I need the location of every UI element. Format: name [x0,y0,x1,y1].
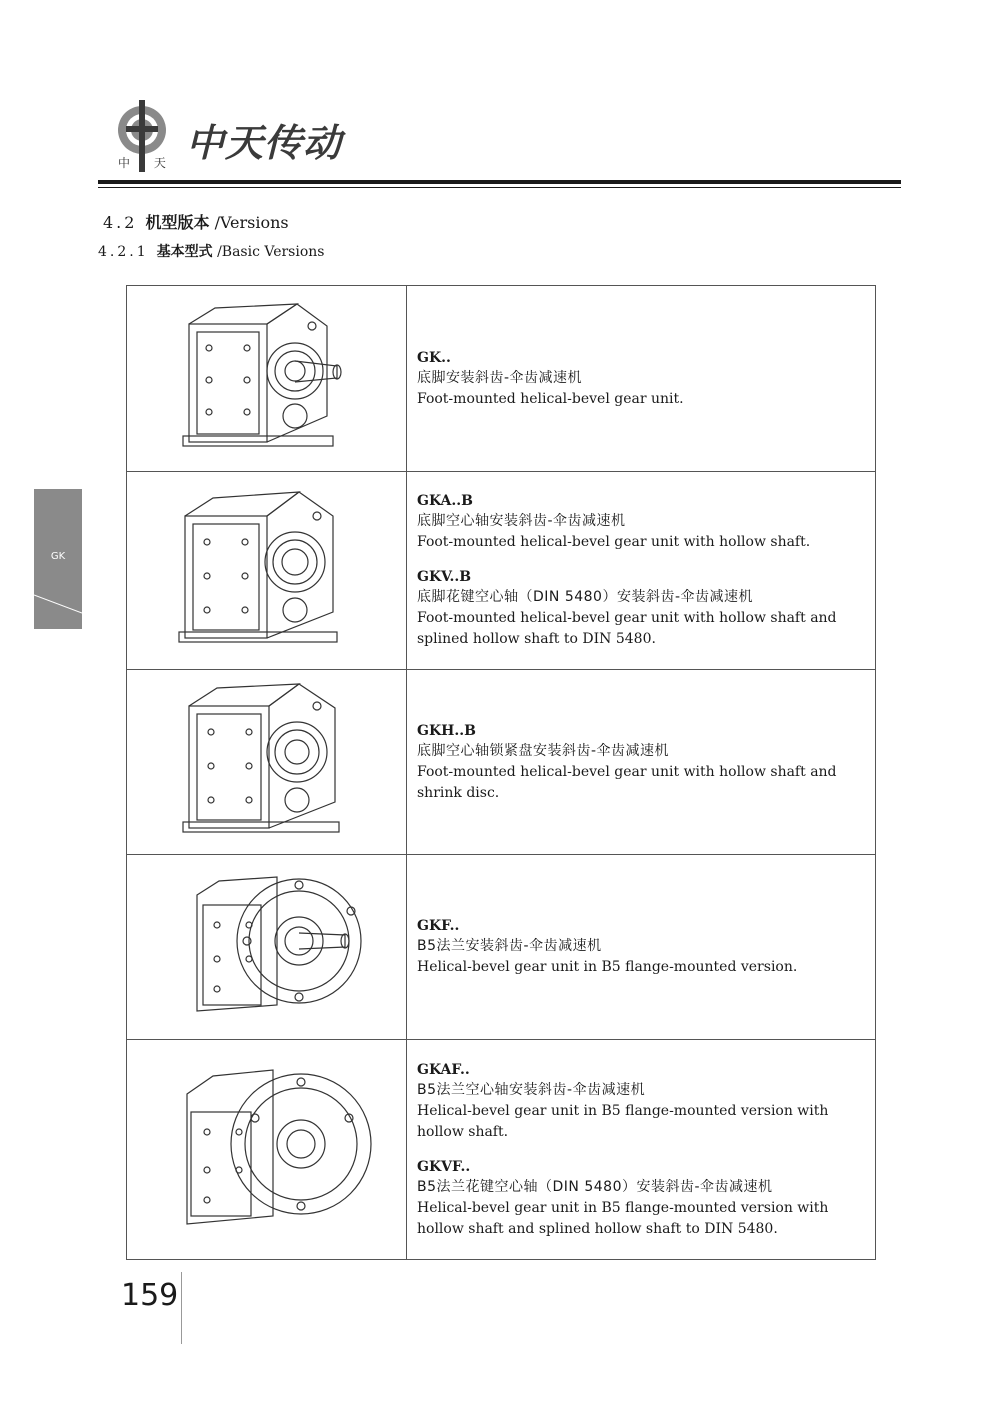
gear-unit-drawing-cell [127,286,407,471]
version-desc-en: Foot-mounted helical-bevel gear unit with hollow shaft. [417,534,811,550]
subsection-heading [98,241,324,261]
gear-unit-flange-icon [127,855,407,1040]
versions-table [126,285,876,1260]
section-heading [103,210,289,233]
table-row [127,669,875,854]
version-code: GKAF.. [417,1061,470,1078]
version-desc-en: Helical-bevel gear unit in B5 flange-mounted version with hollow shaft and splined hollow shaft to DIN 5480. [417,1199,829,1237]
version-desc-en: Helical-bevel gear unit in B5 flange-mounted version with hollow shaft. [417,1102,829,1140]
version-desc-cn: B5法兰空心轴安装斜齿-伞齿减速机 [417,1081,646,1098]
version-entry [417,1157,869,1240]
table-row [127,286,875,471]
page-number-rule [181,1272,182,1344]
gear-unit-drawing-cell [127,472,407,669]
version-description [417,670,869,854]
subsection-title-cn: 基本型式 [156,244,213,260]
gear-unit-shrink-disc-icon [127,670,407,855]
version-entry [417,491,869,553]
version-code: GKA..B [417,493,473,509]
table-row [127,471,875,669]
header-rule-thin [98,187,901,188]
version-desc-cn: 底脚空心轴锁紧盘安装斜齿-伞齿减速机 [417,742,670,759]
subsection-title-en: /Basic Versions [217,244,325,260]
version-code: GKH..B [417,722,476,739]
version-desc-cn: 底脚空心轴安装斜齿-伞齿减速机 [417,513,626,529]
version-entry [417,721,869,804]
gear-unit-drawing-cell [127,1040,407,1259]
gear-unit-drawing-cell [127,855,407,1039]
version-desc-cn: 底脚花键空心轴（DIN 5480）安装斜齿-伞齿减速机 [417,589,754,605]
side-tab [34,489,82,629]
version-code: GKVF.. [417,1158,471,1175]
table-row [127,1039,875,1259]
version-entry [417,348,869,410]
section-title-cn: 机型版本 [145,213,210,232]
section-title-en: /Versions [214,213,289,232]
header-rule-thick [98,180,901,184]
version-code: GK.. [417,349,451,366]
version-desc-cn: B5法兰安装斜齿-伞齿减速机 [417,938,602,954]
gear-unit-foot-icon [127,286,407,471]
version-desc-cn: 底脚安装斜齿-伞齿减速机 [417,369,583,386]
version-desc-cn: B5法兰花键空心轴（DIN 5480）安装斜齿-伞齿减速机 [417,1178,773,1195]
version-description [417,286,869,471]
version-description [417,1040,869,1259]
version-desc-en: Foot-mounted helical-bevel gear unit with hollow shaft and shrink disc. [417,763,837,801]
gear-unit-drawing-cell [127,670,407,854]
side-tab-label: GK [50,551,66,562]
gear-unit-hollow-shaft-icon [127,472,407,670]
version-entry [417,1060,869,1143]
brand-name: 中天传动 [186,121,343,165]
version-code: GKF.. [417,918,460,934]
version-desc-en: Foot-mounted helical-bevel gear unit with hollow shaft and splined hollow shaft to DIN 5480. [417,610,837,647]
page-number: 159 [121,1278,179,1313]
section-number: 4.2 [103,213,138,232]
version-entry [417,567,869,650]
version-entry [417,916,869,978]
subsection-number: 4.2.1 [98,244,149,260]
brand-subtext: 中 天 [118,156,166,170]
version-description [417,855,869,1039]
table-row [127,854,875,1039]
version-description [417,472,869,669]
gear-unit-flange-hollow-shaft-icon [127,1040,407,1260]
version-desc-en: Helical-bevel gear unit in B5 flange-mounted version. [417,959,798,975]
version-code: GKV..B [417,569,472,585]
version-desc-en: Foot-mounted helical-bevel gear unit. [417,390,684,407]
